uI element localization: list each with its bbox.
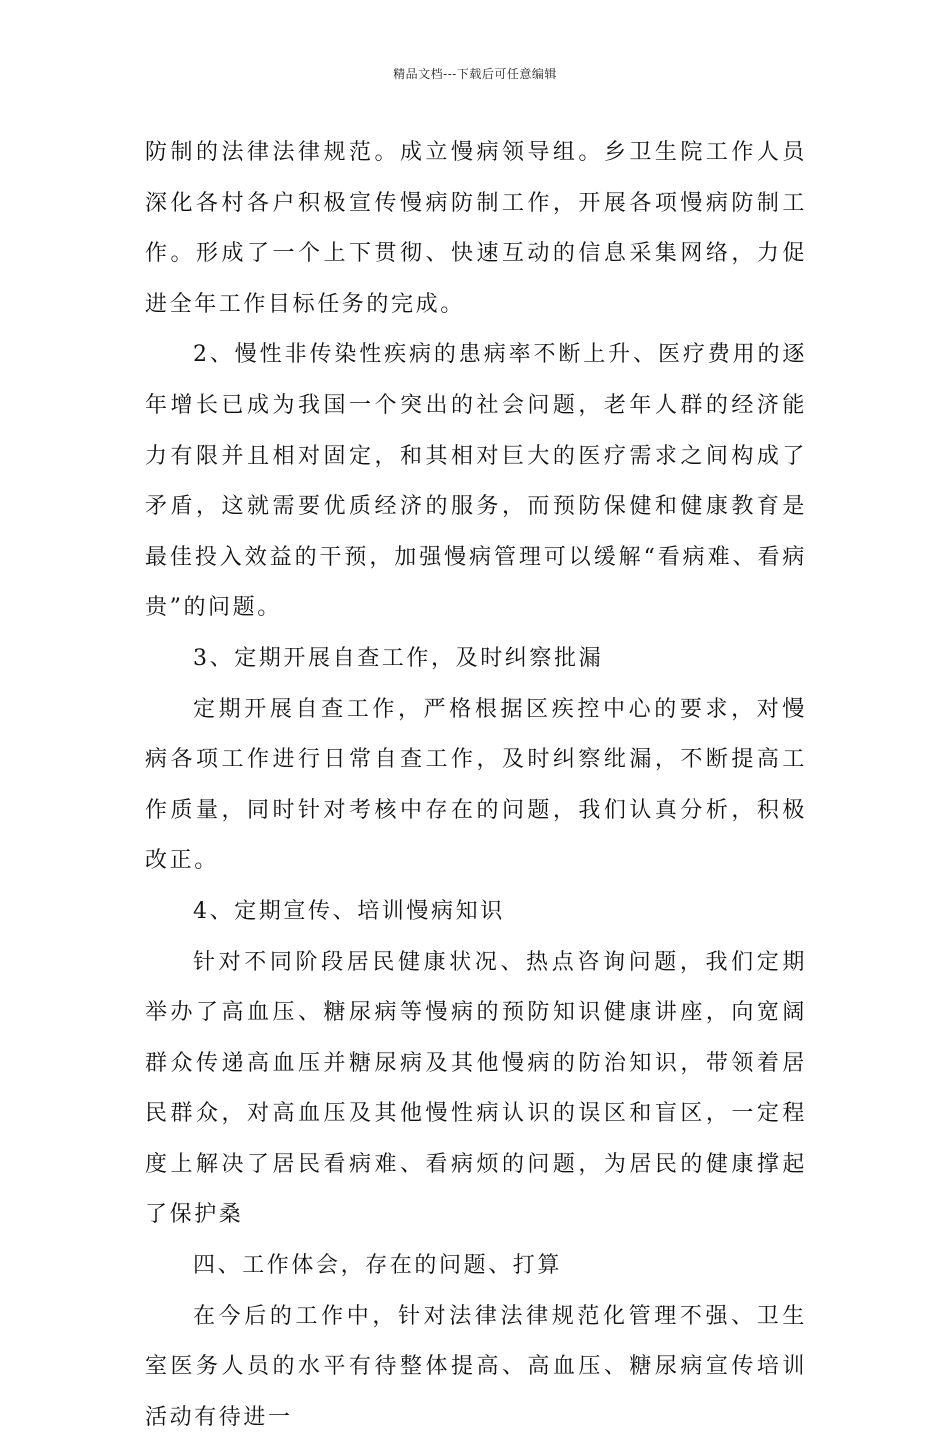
document-body <box>145 128 807 1443</box>
page-header: 精品文档---下载后可任意编辑 <box>393 67 557 81</box>
section-heading-part-four: 四、工作体会，存在的问题、打算 <box>193 1253 563 1279</box>
paragraph-item-2: 2、慢性非传染性疾病的患病率不断上升、医疗费用的逐年增长已成为我国一个突出的社会问题，老年人群的经济能力有限并且相对固定，和其相对巨大的医疗需求之间构成了矛盾，这就需要优质经济的服务，而预防保健和健康教育是最佳投入效益的干预，加强慢病管理可以缓解“看病难、看病贵”的问题。 <box>145 342 807 621</box>
paragraph-continuation: 防制的法律法律规范。成立慢病领导组。乡卫生院工作人员深化各村各户积极宣传慢病防制工作，开展各项慢病防制工作。形成了一个上下贯彻、快速互动的信息采集网络，力促进全年工作目标任务的完成。 <box>145 140 807 317</box>
paragraph-self-inspection: 定期开展自查工作，严格根据区疾控中心的要求，对慢病各项工作进行日常自查工作，及时纠察纰漏，不断提高工作质量，同时针对考核中存在的问题，我们认真分析，积极改正。 <box>145 696 807 874</box>
section-heading-item-3: 3、定期开展自查工作，及时纠察批漏 <box>193 645 604 671</box>
paragraph-health-education: 针对不同阶段居民健康状况、热点咨询问题，我们定期举办了高血压、糖尿病等慢病的预防知识健康讲座，向宽阔群众传递高血压并糖尿病及其他慢病的防治知识，带领着居民群众，对高血压及其他慢性病认识的误区和盲区，一定程度上解决了居民看病难、看病烦的问题，为居民的健康撑起了保护桑 <box>145 949 807 1228</box>
section-heading-item-4: 4、定期宣传、培训慢病知识 <box>193 898 505 924</box>
paragraph-future-work: 在今后的工作中，针对法律法律规范化管理不强、卫生室医务人员的水平有待整体提高、高血压、糖尿病宣传培训活动有待进一 <box>145 1303 807 1430</box>
